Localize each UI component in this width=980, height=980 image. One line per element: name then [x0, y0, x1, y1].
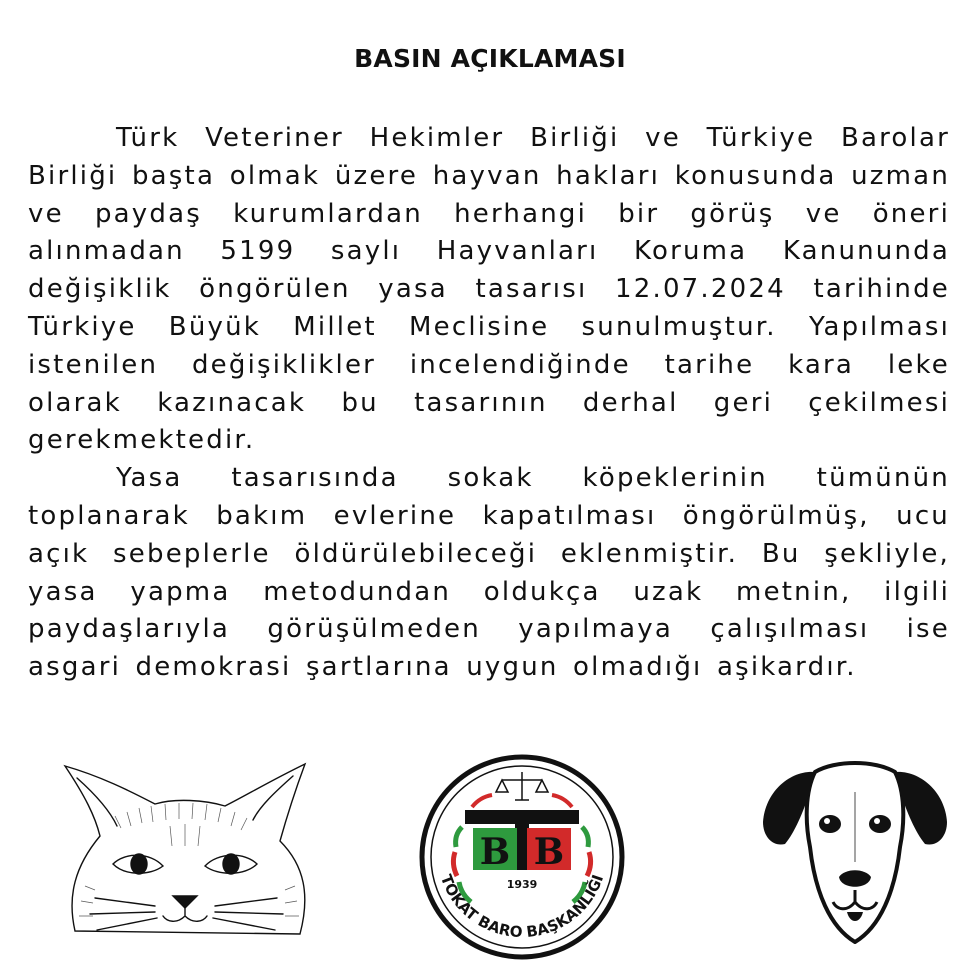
seal-ring-text-path: TOKAT BARO BAŞKANLIĞI	[436, 872, 608, 942]
paragraph-2: Yasa tasarısında sokak köpeklerinin tümünün toplanarak bakım evlerine kapatılması öngörülmüş, ucu açık sebeplerle öldürülebileceği eklenmiştir. Bu şekliyle, yasa yapma metodundan oldukça uzak metnin, ilgili paydaşlarıyla görüşülmeden yapılmaya çalışılması ise asgari demokrasi şartlarına uygun olmadığı aşikardır.	[28, 463, 950, 683]
bar-association-seal-icon	[407, 752, 637, 962]
illustrations-row	[0, 752, 980, 962]
seal-letter-left: B	[479, 831, 511, 873]
seal-letter-right: B	[533, 831, 565, 873]
dog-illustration-icon	[755, 752, 955, 962]
paragraph-1: Türk Veteriner Hekimler Birliği ve Türkiye Barolar Birliği başta olmak üzere hayvan hakları konusunda uzman ve paydaş kurumlardan herhangi bir görüş ve öneri alınmadan 5199 saylı Hayvanları Koruma Kanununda değişiklik öngörülen yasa tasarısı 12.07.2024 tarihinde Türkiye Büyük Millet Meclisine sunulmuştur. Yapılması istenilen değişiklikler incelendiğinde tarihe kara leke olarak kazınacak bu tasarının derhal geri çekilmesi gerekmektedir.	[28, 123, 950, 456]
cat-illustration-icon	[55, 756, 320, 946]
seal-year: 1939	[506, 878, 538, 891]
page-title: BASIN AÇIKLAMASI	[354, 44, 626, 73]
press-release-body	[28, 120, 950, 687]
